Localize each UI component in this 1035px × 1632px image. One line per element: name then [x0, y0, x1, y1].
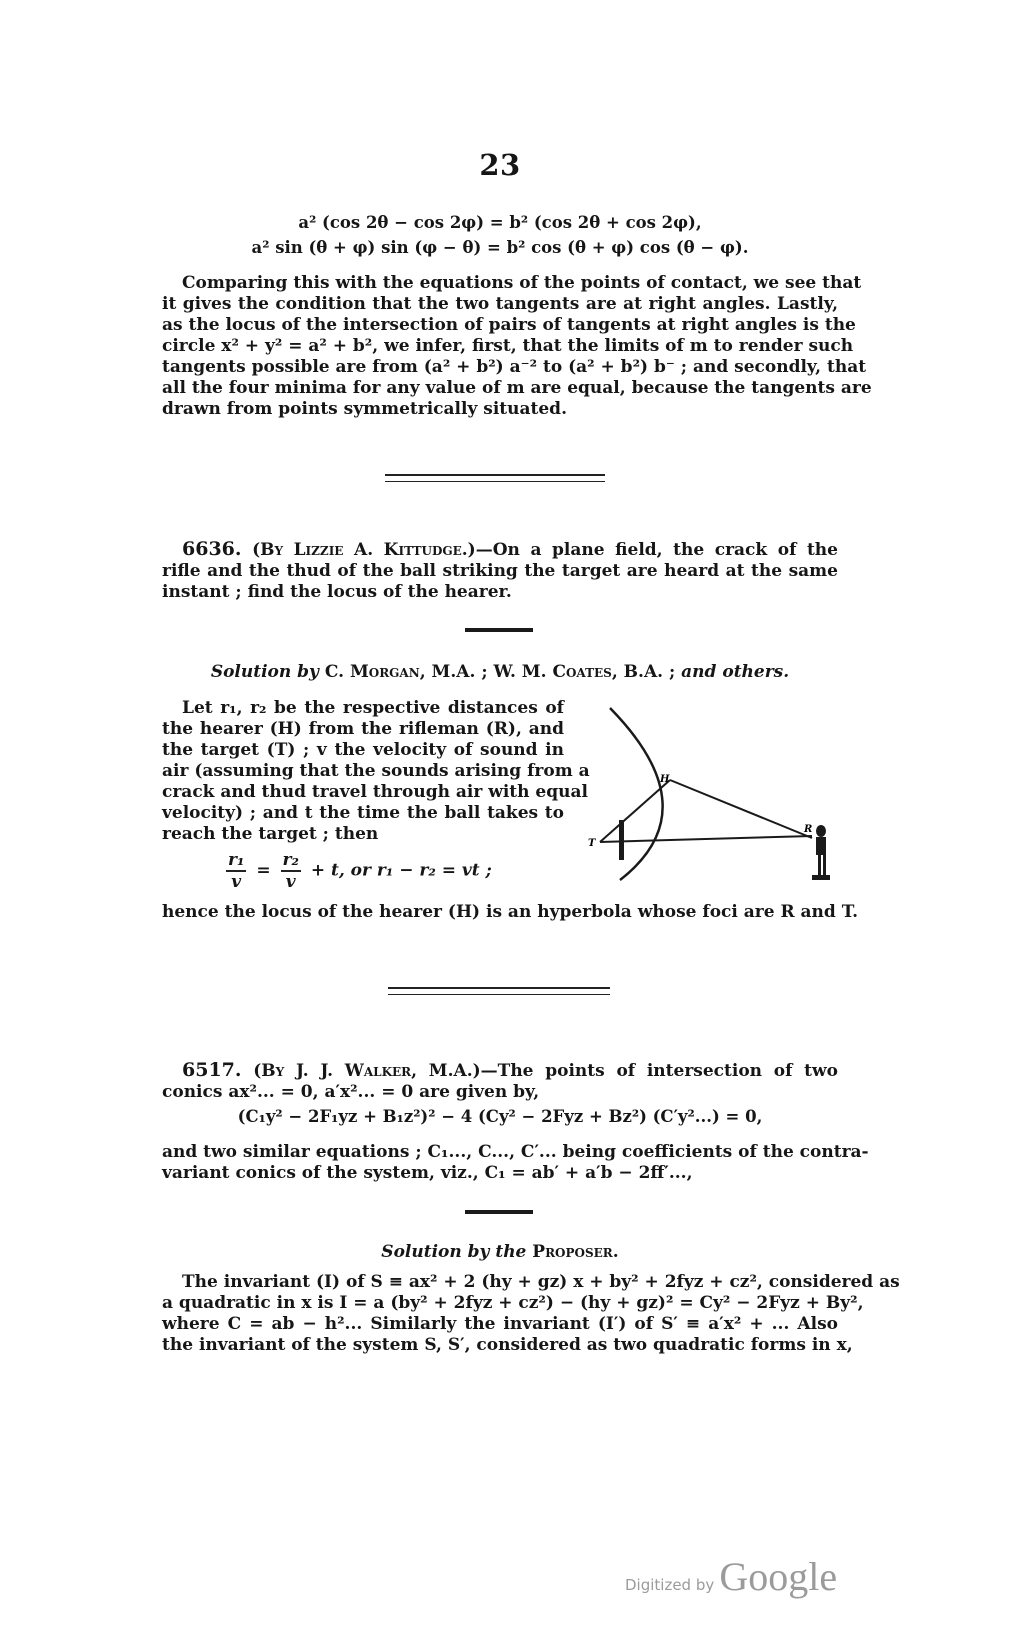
digitized-watermark	[625, 1553, 837, 1600]
question-line: variant conics of the system, viz., C₁ = ab′ + a′b − 2ff′...,	[162, 1163, 693, 1183]
paragraph-line: all the four minima for any value of m are equal, because the tangents are	[162, 378, 872, 398]
solution-body	[162, 698, 590, 845]
question-line	[162, 539, 838, 561]
paragraph-tangent-conclusion	[162, 273, 872, 420]
fraction-r2-over-v: $\frac{\text{r₂}}{v}$	[282, 850, 299, 892]
solution-line: the invariant of the system S, S′, considered as two quadratic forms in x,	[162, 1335, 853, 1355]
formula-rest: + t, or r₁ − r₂ = vt ;	[310, 860, 492, 881]
question-line: rifle and the thud of the ball striking the target are heard at the same	[162, 561, 838, 581]
solution-line: The invariant (I) of S ≡ ax² + 2 (hy + gz) x + by² + 2fyz + cz², considered as	[182, 1272, 900, 1292]
solution-line: Let r₁, r₂ be the respective distances of	[182, 698, 564, 718]
solution-heading	[162, 662, 838, 682]
solution-authors: C. Morgan, M.A. ; W. M. Coates, B.A. ;	[324, 662, 676, 682]
solution-conclusion: hence the locus of the hearer (H) is an hyperbola whose foci are R and T.	[162, 902, 859, 922]
question-number: 6636.	[182, 538, 242, 560]
label-r: R	[804, 824, 813, 835]
question-author: (By J. J. Walker, M.A.)	[253, 1061, 481, 1081]
line-h-to-r	[670, 780, 812, 838]
watermark-prefix: Digitized by	[625, 1576, 715, 1594]
short-divider	[465, 1210, 533, 1214]
paragraph-line: as the locus of the intersection of pairs of tangents at right angles is the	[162, 315, 856, 335]
paragraph-line: tangents possible are from (a² + b²) a⁻² to (a² + b²) b⁻ ; and secondly, that	[162, 357, 867, 377]
solution-line: air (assuming that the sounds arising from a	[162, 761, 590, 781]
question-6636	[162, 539, 838, 603]
label-t: T	[588, 838, 596, 849]
solution-prefix: Solution by the	[381, 1242, 527, 1262]
solution-formula	[222, 850, 492, 892]
solution-authors: Proposer.	[532, 1242, 619, 1262]
paragraph-line: it gives the condition that the two tangents are at right angles. Lastly,	[162, 294, 838, 314]
solution-line: reach the target ; then	[162, 824, 379, 844]
paragraph-line: Comparing this with the equations of the points of contact, we see that	[182, 273, 862, 293]
short-divider	[465, 628, 533, 632]
equation-2: a² sin (θ + φ) sin (φ − θ) = b² cos (θ + φ) cos (θ − φ).	[251, 238, 749, 257]
question-6517-continued	[162, 1142, 869, 1184]
question-text: —On a plane field, the crack of the	[475, 540, 838, 560]
solution-prefix: Solution by	[210, 662, 319, 682]
solution-line: the target (T) ; v the velocity of sound in	[162, 740, 564, 760]
question-line	[162, 1060, 838, 1082]
google-logo: Google	[719, 1554, 838, 1599]
solution-line: crack and thud travel through air with equal	[162, 782, 588, 802]
target-post	[619, 820, 624, 860]
line-t-to-r	[600, 836, 812, 842]
hyperbola-figure	[580, 700, 850, 900]
question-line: and two similar equations ; C₁..., C..., C′... being coefficients of the contra-	[162, 1142, 869, 1162]
paragraph-line: drawn from points symmetrically situated.	[162, 399, 567, 419]
question-number: 6517.	[182, 1059, 242, 1081]
solution-line: a quadratic in x is I = a (by² + 2fyz + cz²) − (hy + gz)² = Cy² − 2Fyz + By²,	[162, 1293, 864, 1313]
section-divider	[385, 474, 605, 482]
solution-line: where C = ab − h²... Similarly the invariant (I′) of S′ ≡ a′x² + ... Also	[162, 1314, 838, 1334]
solution-line: velocity) ; and t the time the ball takes to	[162, 803, 564, 823]
question-6517	[162, 1060, 838, 1103]
solution-line: the hearer (H) from the rifleman (R), and	[162, 719, 564, 739]
equation-1: a² (cos 2θ − cos 2φ) = b² (cos 2θ + cos 2φ),	[298, 213, 702, 232]
solution-heading	[162, 1242, 838, 1262]
solution-suffix: and others.	[681, 662, 790, 682]
fraction-r1-over-v: $\frac{\text{r₁}}{v}$	[228, 850, 245, 892]
solution-body	[162, 1272, 900, 1356]
question-equation: (C₁y² − 2F₁yz + B₁z²)² − 4 (Cy² − 2Fyz + Bz²) (C′y²...) = 0,	[237, 1107, 763, 1126]
question-text: —The points of intersection of two	[480, 1061, 838, 1081]
question-line: instant ; find the locus of the hearer.	[162, 582, 512, 602]
label-h: H	[660, 774, 670, 785]
section-divider	[388, 987, 610, 995]
page-number: 23	[479, 148, 521, 182]
equals-sign: =	[256, 860, 271, 881]
rifleman-figure	[812, 825, 830, 880]
paragraph-line: circle x² + y² = a² + b², we infer, first, that the limits of m to render such	[162, 336, 854, 356]
question-author: (By Lizzie A. Kittudge.)	[252, 540, 476, 560]
question-line: conics ax²... = 0, a′x²... = 0 are given by,	[162, 1082, 540, 1102]
line-h-to-t	[600, 780, 670, 842]
